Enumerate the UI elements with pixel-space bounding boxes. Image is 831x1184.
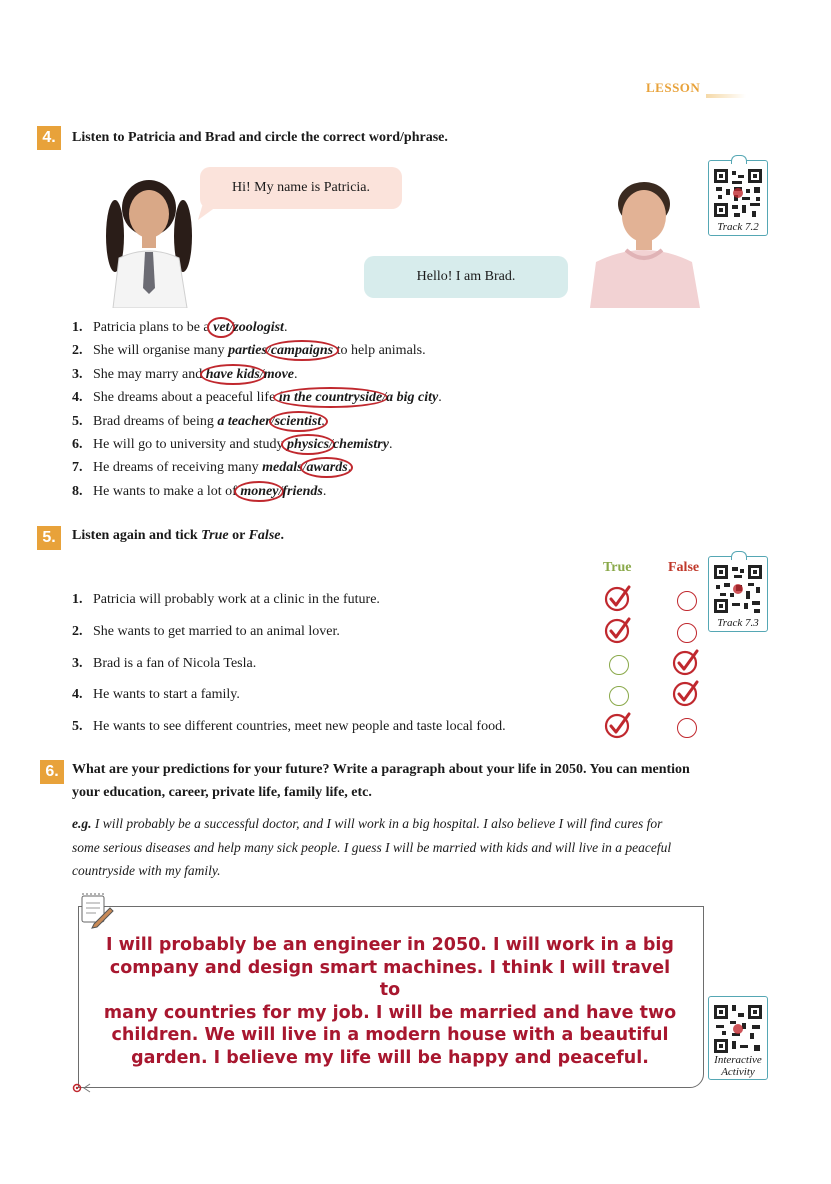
qr-code-icon xyxy=(712,1003,764,1055)
exercise-4-item xyxy=(72,343,426,359)
item-number: 5. xyxy=(72,413,83,429)
answer-circle xyxy=(200,364,266,385)
ex5-instr-true: True xyxy=(201,528,229,543)
option-1[interactable]: medals xyxy=(262,460,303,476)
exercise-5-instruction xyxy=(72,528,284,544)
option-1[interactable]: physics xyxy=(287,437,329,452)
exercise-4-item xyxy=(72,414,325,430)
writing-area-end-marker xyxy=(72,1081,96,1095)
item-prefix: Patricia plans to be a xyxy=(93,320,214,335)
item-suffix: to help animals. xyxy=(333,343,426,359)
qr-code-icon xyxy=(712,167,764,219)
option-2[interactable]: awards xyxy=(306,460,347,475)
item-number: 8. xyxy=(72,483,83,499)
false-empty-circle[interactable] xyxy=(677,591,697,611)
statement-text: Brad is a fan of Nicola Tesla. xyxy=(93,655,257,671)
false-tick-icon[interactable] xyxy=(671,647,701,682)
patricia-bubble-text: Hi! My name is Patricia. xyxy=(231,180,371,195)
brad-speech-bubble xyxy=(364,256,568,298)
exercise-4-number: 4. xyxy=(37,126,61,150)
item-number: 3. xyxy=(72,366,83,382)
answer-circle xyxy=(207,317,235,338)
item-prefix: He will go to university and study xyxy=(93,437,288,452)
item-number: 6. xyxy=(72,437,83,452)
exercise-6-number: 6. xyxy=(40,760,64,784)
student-answer xyxy=(100,934,680,1070)
patricia-speech-bubble xyxy=(200,167,402,209)
statement-number: 4. xyxy=(72,687,83,703)
qr-track-7-2[interactable] xyxy=(708,160,768,236)
statement-row xyxy=(72,592,380,608)
option-2[interactable]: chemistry xyxy=(332,437,389,452)
option-separator: / xyxy=(259,366,264,382)
item-suffix: . xyxy=(438,390,442,406)
patricia-bubble-tail xyxy=(198,200,222,222)
item-prefix: Brad dreams of being xyxy=(93,413,218,429)
false-column-header: False xyxy=(668,560,700,575)
exercise-6-instruction-line1: What are your predictions for your future? Write a paragraph about your life in 2050. You can mention xyxy=(72,762,690,777)
lesson-underline xyxy=(706,94,746,98)
option-2[interactable]: zoologist xyxy=(233,320,284,335)
item-number: 2. xyxy=(72,343,83,359)
option-separator: / xyxy=(270,413,275,429)
false-empty-circle[interactable] xyxy=(677,718,697,738)
statement-text: He wants to see different countries, meet new people and taste local food. xyxy=(93,719,506,735)
true-empty-circle[interactable] xyxy=(609,655,629,675)
option-2[interactable]: scientist xyxy=(275,414,322,429)
statement-number: 3. xyxy=(72,655,83,671)
ex5-instr-false: False xyxy=(248,528,281,543)
true-tick-icon[interactable] xyxy=(603,710,633,745)
answer-line-2: company and design smart machines. I think I will travel to xyxy=(109,957,671,1001)
item-prefix: She may marry and xyxy=(93,366,206,382)
example-line-1 xyxy=(72,812,732,836)
statement-row xyxy=(72,687,240,703)
interactive-label-line2: Activity xyxy=(721,1066,755,1078)
exercise-4-item xyxy=(72,437,392,453)
exercise-4-item xyxy=(72,484,326,500)
item-prefix: She will organise many xyxy=(93,343,229,359)
qr-code-icon xyxy=(712,563,764,615)
option-separator: / xyxy=(229,320,234,335)
ex5-instr-post: . xyxy=(280,528,284,543)
option-separator: / xyxy=(278,483,283,499)
option-1[interactable]: parties xyxy=(228,343,267,359)
option-separator: / xyxy=(302,460,307,476)
option-1[interactable]: have kids xyxy=(206,367,260,382)
track-7-2-label: Track 7.2 xyxy=(717,221,759,233)
option-2[interactable]: friends xyxy=(282,483,323,499)
option-1[interactable]: vet xyxy=(213,320,229,335)
option-separator: / xyxy=(329,437,333,452)
option-2[interactable]: move xyxy=(263,366,295,382)
item-prefix: He dreams of receiving many xyxy=(93,460,263,476)
item-number: 1. xyxy=(72,320,83,335)
statement-number: 5. xyxy=(72,719,83,735)
true-column-header: True xyxy=(603,560,632,575)
example-paragraph xyxy=(72,812,732,883)
item-suffix: . xyxy=(322,483,327,499)
true-tick-icon[interactable] xyxy=(603,583,633,618)
exercise-6-instruction-line2: your education, career, private life, family life, etc. xyxy=(72,785,372,800)
exercise-4-item xyxy=(72,367,298,383)
item-prefix: He wants to make a lot of xyxy=(93,483,241,499)
lesson-label: LESSON xyxy=(646,80,701,95)
option-2[interactable]: campaigns xyxy=(271,343,333,358)
brad-bubble-text: Hello! I am Brad. xyxy=(416,269,516,284)
option-1[interactable]: a teacher xyxy=(217,413,271,429)
exercise-4-item xyxy=(72,390,442,406)
statement-text: He wants to start a family. xyxy=(93,687,240,703)
track-7-3-label: Track 7.3 xyxy=(717,617,759,629)
headphones-icon xyxy=(731,551,747,560)
qr-interactive-activity[interactable] xyxy=(708,996,768,1080)
statement-row xyxy=(72,719,506,735)
option-2[interactable]: a big city xyxy=(386,390,439,406)
answer-circle xyxy=(265,340,339,361)
example-text-1: I will probably be a successful doctor, and I will work in a big hospital. I also believe I will find cures for xyxy=(91,816,663,831)
item-number: 4. xyxy=(72,390,83,406)
statement-text: She wants to get married to an animal lover. xyxy=(93,623,340,639)
brad-photo xyxy=(586,176,704,308)
option-1[interactable]: in the countryside xyxy=(279,390,382,405)
qr-track-7-3[interactable] xyxy=(708,556,768,632)
example-line-2: some serious diseases and help many sick people. I guess I will be married with kids and will live in a peaceful xyxy=(72,839,672,855)
example-label: e.g. xyxy=(72,816,92,831)
answer-line-3: many countries for my job. I will be married and have two xyxy=(103,1002,677,1023)
ex5-instr-mid: or xyxy=(228,528,249,543)
answer-circle xyxy=(234,481,284,502)
answer-circle xyxy=(269,411,328,432)
answer-circle xyxy=(281,434,335,455)
item-prefix: She dreams about a peaceful life xyxy=(93,390,279,406)
item-suffix: . xyxy=(321,413,325,429)
option-separator: / xyxy=(382,390,387,406)
statement-row xyxy=(72,624,340,640)
notepad-pencil-icon xyxy=(78,890,114,930)
item-suffix: . xyxy=(347,460,352,476)
headphones-icon xyxy=(731,155,747,164)
ex5-instr-pre: Listen again and tick xyxy=(72,528,202,543)
item-suffix: . xyxy=(283,320,288,335)
option-1[interactable]: money xyxy=(240,484,278,499)
interactive-activity-label xyxy=(709,1054,767,1078)
false-tick-icon[interactable] xyxy=(671,678,701,713)
answer-line-1: I will probably be an engineer in 2050. I will work in a big xyxy=(106,935,674,955)
example-line-3: countryside with my family. xyxy=(72,863,221,878)
item-number: 7. xyxy=(72,460,83,476)
statement-number: 2. xyxy=(72,623,83,639)
interactive-label-line1: Interactive xyxy=(714,1054,762,1066)
option-separator: / xyxy=(266,343,271,359)
exercise-5-number: 5. xyxy=(37,526,61,550)
exercise-4-instruction: Listen to Patricia and Brad and circle the correct word/phrase. xyxy=(72,130,448,145)
item-suffix: . xyxy=(294,366,298,382)
answer-line-4: children. We will live in a modern house with a beautiful xyxy=(111,1025,669,1046)
true-empty-circle[interactable] xyxy=(609,686,629,706)
answer-line-5: garden. I believe my life will be happy and peaceful. xyxy=(131,1047,649,1068)
answer-circle xyxy=(300,457,353,478)
exercise-4-item xyxy=(72,320,287,336)
statement-text: Patricia will probably work at a clinic in the future. xyxy=(93,592,380,607)
item-suffix: . xyxy=(388,437,393,452)
statement-number: 1. xyxy=(72,592,83,607)
true-tick-icon[interactable] xyxy=(603,615,633,650)
answer-circle xyxy=(273,387,388,408)
statement-row xyxy=(72,656,256,672)
exercise-4-item xyxy=(72,460,351,476)
false-empty-circle[interactable] xyxy=(677,623,697,643)
patricia-photo xyxy=(95,176,205,308)
